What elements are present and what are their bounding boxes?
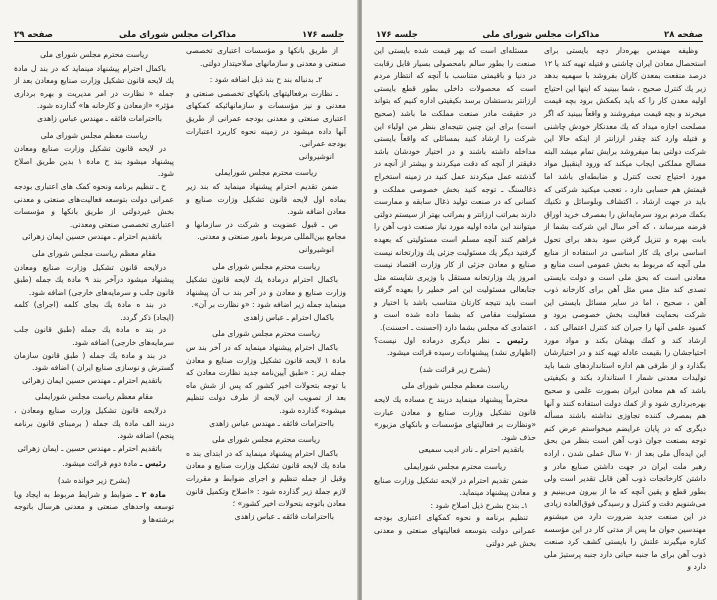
paragraph: در بند ه مادة یك بجای کلمه (اجرای) کلمه (ایجاد) ذکر گردد. — [14, 300, 174, 322]
section-heading: ریاست محترم مجلس شورای ملی — [212, 261, 320, 271]
text-column-right — [186, 45, 346, 526]
section-heading: مقام معظم ریاست مجلس شورای ملی — [31, 248, 156, 258]
page-28 — [362, 0, 717, 600]
paragraph: محترماً پیشنهاد مینماید دربند ح مساده یك لایحه قانون تشکیل وزارت صنایع و معادن عبارت «ونظارت بر فعالیتهای مؤسسات و بانکهای مزبور» حذف شود. — [374, 395, 536, 442]
page-number: صفحه ۲۹ — [14, 30, 53, 40]
section-heading: ریاست محترم مجلس شورای ملی — [212, 435, 320, 445]
speaker-paragraph — [14, 489, 174, 527]
signature-line: باتقدیم احترام ـ مهندس حسین ـ ایمان زهرائی — [17, 443, 162, 453]
section-heading: ریاست محترم مجلس شورایملی — [404, 462, 506, 471]
signature-line: بااحترامات فائقه ـ مهندس عباس زاهدی — [37, 113, 162, 123]
paragraph: ۱ـ بندح بشرح ذیل اصلاح شود : — [430, 500, 528, 510]
text-column-left — [14, 45, 174, 526]
paragraph: در بند و مادة یك جمله ( طبق قانون سازمان گسترش و نوسازی صنایع ایران ) اضافه شود. — [14, 350, 174, 373]
section-heading: ۲ـ بدنباله بند ح بند ذیل اضافه شود : — [209, 75, 323, 85]
paragraph-text: نظر دیگری درماده اول نیست؟ (اظهاری نشد) پیشنهادات رسیده قرائت میشود. — [374, 335, 536, 358]
signature-line: انوشیروانی — [298, 244, 334, 254]
paragraph: ضمن تقدیم احترام در لایحه تشکیل وزارت صنایع و معادن پیشنهاد مینماید. — [374, 475, 536, 498]
paragraph: وظیفه مهندس بهره‌دار دچه بایستی برای استحصال معادن ایران چاشنی و فتیله تهیه کند یا ۱۲ درصد منفعت بمعدن کاران بفروشد با سهمیه بدهد زیر یك کنترل صحیح ، شما ببینید که اینها این احتیاج اولیه معدن کار را که باید بکمکش برود بچه قیمت میخرند و بچه قیمت میفروشند و واقعاً ببینید که اگر مصلحت اجازه میداد که یك معدنکار خودش چاشنی و فتیله وارد کند چقدر ارزانتر از اینکه حالا این شرکت دولتی بما میفروشد برایش تمام میشد البته مصالح مملکتی ایجاب میکند که ورود اینقبیل مواد مورد احتیاج تحت کنترل و ضابطه‌ای باشد اما قیمتش هم حسابی دارد ، تعجب میکنید شرکتی که باید در جهت ارشاد ، اکتشاف وبلوسائل و تکنیك بکمك مردم برود سرمایه‌اش را بمصرف خرید اوراق قرضه میرساند ، که آخر سال این شرکت بشما از بابت بهره و تنزیل گرفتن سود بدهد برای تحول اساسی برای یك کار اساسی در استفاده از منابع ملی آنچه که مربوط به بخش عمومی است منابع و معادنی است که بحق ملی است و دولت بایستی تصدی کند مثل مس مثل آهن برای کارخانه ذوب آهن ، صحیح ، اما در سایر مسائل بایستی این شرکت بحمایت فعالیت بخش خصوصی برود و کمبود علمی آنها را جبران کند کنترل اعتمالی کند ، ارشاد کند و کمك بهشان بکند و مواد مورد احتیاجشان را بقیمت عادله تهیه کند و در اختیارشان بگذارد و از طرفی هم اداره استانداردهای شما باید تولیدات معدنی شمار ا استاندارد بکند و بکیفیتی باشد که هم معادن ایران بصورت علمی و صحیح بهره‌برداری شود و از کمك دولت استفاده کنند و آنها هم بمصرف کننده تجاوزی نداشته باشند مسأله دیگری که در پایان عرایضم میخواستم عرض کنم توجه بصنعت جوان ذوب آهن است بنظر من بحق این ایده‌آل ملی بعد از ۷۰ سال عملی شدن ، اراده رهبر ملت ایران در جهت داشتن صنایع مادر و داشتن کارخانجات ذوب آهن قابل تقدیر است ولی بطور قطع و یقین آنچه که ما از بیرون می‌بینیم و می‌شنویم دقت و کنترل و رسیدگی فوق‌العاده زیادی در این صنعت جدید ضرورت دارد من میشنوم مهندسین جوان ما پس از مدتی کار در این مؤسسه کناره میگیرند علتش را بایستی کشف کرد صنعت ذوب آهن برای ما جنبه حیاتی دارد جنبه پرستیژ ملی دارد و — [544, 46, 707, 572]
paragraph: ضمن تقدیم احترام پیشنهاد مینماید که بند زیر بماده اول لایحه قانون تشکیل وزارت صنایع و معادن اضافه شود. — [186, 181, 346, 217]
signature-line: باتقدیم احترام ـ مهندس حسین ایمان زهرائی — [22, 232, 162, 242]
paragraph: باکمال احترام پیشنهاد مینماید که در بند ل مادة یك لایحه قانون تشکیل وزارت صنایع ومعادن بعد از جمله « نظارت در امر مدیریت و بهره برداری مؤثر» «ازمعادن و کارخانه ها» گذارده شود. — [14, 63, 174, 111]
signature-line: انوشیروانی — [298, 151, 334, 161]
signature-line: باتقدیم احترام ـ نادر ادیب سمیعی — [418, 445, 524, 455]
paragraph: در بند ه مادة یك جمله (طبق قانون جلب سرمایه‌های خارجی) اضافه شود. — [14, 325, 174, 348]
paragraph: درلایحه قانون تشکیل وزارت صنایع ومعادن ، دربند الف مادة یك جمله ( برمبنای قانون برنامه پنجم) اضافه شود. — [14, 406, 174, 441]
session-number: جلسه ۱۷۶ — [376, 30, 418, 40]
session-number: جلسه ۱۷۶ — [302, 30, 344, 40]
speaker-label: رئیس ـ — [496, 335, 529, 345]
signature-line: بااحترامات فائقه ـ مهندس عباس زاهدی — [209, 418, 334, 428]
section-heading: ریاست محترم مجلس شورای ملی — [40, 50, 148, 59]
text-column-right — [544, 45, 706, 574]
paragraph: باکمال احترام پیشنهاد مینماید که در ابتدای بند ه مادة یك لایحه قانون تشکیل وزارت صنایع و معادن وقبل از جمله تنظیم و اجرای ضوابط و مقررات لازم جملة زیر گذارده شود : «اصلاح وتکمیل قانون معادن باتوجه بتحولات اخیر کشور» ؛ — [186, 448, 346, 509]
signature-line: باکمال احترام ـ عباس زاهدی — [243, 312, 334, 322]
page-header — [14, 26, 344, 42]
speaker-paragraph — [374, 335, 536, 360]
signature-line: باتقدیم احترام ـ مهندس حسین ایمان زهرائی — [22, 375, 162, 385]
section-heading: مقام معظم ریاست مجلس شورایملی — [34, 392, 154, 402]
paragraph: ـ نظارت برفعالیتهای بانکهای تخصصی صنعتی و معدنی و نیز مؤسسات و سازمانهائیکه کمکهای اعتباری صنعتی و معدنی بودجه عمرانی از طریق آنها داده میشود در زمینه نحوه کاربرد اعتبارات بودجه عمرانی. — [186, 88, 346, 149]
paragraph: مسئله‌ای است که بهر قیمت شده بایستی این صنعت را بطور سالم بامحصولی بسیار قابل رقابت در دنیا و باقیمتی متناسب با آنچه که انتظار مردم است که محصولات داخلی بطور قطع بایستی ارزانتر بدستشان برسد بکیفیتی اداره کنیم که بتواند در حقیقت مادر صنعت مملکت ما باشد (صحیح است) برای این چنین نتیجه‌ای بنظر من اولیاء این شرکت را ارشاد کنید بمسائلی که واقعاً بایستی مداخله داشته باشند و در اختیار خودشان باشد دقیقتر از آنچه که دقت میکردند و بیشتر از آنچه در گذشته عمل میکردند عمل کنید در زمینه استخراج ذغالسنگ ـ توجه کنید بخش خصوصی مملکت و کسانی که در صنعت تولید ذغال سابقه و ممارست دارند بمراتب ارزانتر و بمراتب بهتر از سیستم دولتی میتوانند این ماده اولیه مورد نیاز صنعت ذوب آهن را فراهم کنند آنچه مسلم است مسئولیتی که بعهده گرفتید دیگر یك مسئولیت جزئی یك وزارتخانه نیست صنایع و معادن جزئی از کار وزارت اقتصاد نیست امروز یك وزارتخانه مستقل با وزیری شایسته مثل جنابعالی مسئولیت این امر خطیر را بعهده گرفته است باید نتیجه کارتان متناسب باشد با اختیار و مسئولیت مقامی که بشما داده شده است و اعتمادی که مجلس بشما دارد (احسنت ـ احسنت). — [374, 46, 536, 333]
text-column-left — [374, 45, 536, 550]
section-heading: ریاست معظم مجلس شورای ملی — [401, 381, 509, 391]
section-heading: ریاست معظم مجلس شورای ملی — [40, 130, 148, 140]
section-heading: (بشرح زیر قرائت شد) — [419, 364, 491, 374]
speaker-label: مادة ۲ ـ — [135, 489, 166, 499]
page-29 — [0, 0, 358, 600]
paragraph: در لایحه قانون تشکیل وزارت صنایع ومعادن پیشنهاد میشود بند ح مادة ۱ بدین طریق اصلاح شود. — [14, 144, 174, 179]
speaker-label: رئیس ـ — [139, 459, 166, 469]
paragraph: باکمال احترام پیشنهاد مینماید که در آخر بند س مادة ۱ لایحه قانون تشکیل وزارت صنایع و معادن جمله زیر : «طبق آیین‌نامه جدید نظارت معادن که با توجه بتحولات اخیر کشور که پس از شش ماه بعد از تصویب این لایحه از طرف دولت تنظیم میشود» گذارده شود. — [186, 343, 346, 416]
page-number: صفحه ۲۸ — [664, 30, 703, 40]
signature-line: بااحترامات فائقه ـ عباس زاهدی — [234, 511, 334, 521]
paragraph: درلایحه قانون تشکیل وزارت صنایع ومعادن پیشنهاد میشود درآخر بند ۹ مادة یك جمله (طبق قانون جلب و سرمایه‌های خارجی) اضافه شود. — [14, 262, 174, 297]
paragraph-text: ضوابط و شرایط مربوط به ایجاد ویا توسعه واحدهای صنعتی و معدنی هرسال باتوجه برشته‌ها و — [14, 489, 174, 524]
section-heading: ریاست محترم مجلس شورای ملی — [212, 329, 320, 339]
paragraph: تنظیم برنامه و نحوه کمکهای اعتباری بودجه عمرانی دولت بتوسعه فعالیتهای صنعتی و معدنی بخش غیر دولتی — [374, 513, 536, 548]
section-heading: (بشرح زیر خوانده شد) — [57, 476, 131, 485]
paragraph-text: مادة دوم قرائت میشود. — [62, 459, 140, 469]
section-heading: ریاست محترم مجلس شورایملی — [215, 168, 317, 178]
running-title: مذاکرات مجلس شورای ملی — [482, 30, 600, 40]
paragraph: از طریق بانکها و مؤسسات اعتباری تخصصی صنعتی و معدنی و سازمانهای صلاحیتدار دولتی. — [186, 46, 346, 68]
paragraph: ص ـ قبول عضویت و شرکت در سازمانها و مجامع بین‌المللی مربوط بامور صنعتی و معدنی. — [186, 219, 346, 242]
speaker-paragraph — [14, 458, 174, 471]
page-header — [376, 26, 703, 42]
paragraph: باکمال احترام درمادة یك لایحه قانون تشکیل وزارت صنایع و معادن و در آخر بند ب آن پیشنهاد مینماید جمله زیر اضافه شود : «و نظارت بر آن». — [186, 275, 346, 310]
paragraph: ح ـ تنظیم برنامه ونحوه کمک های اعتباری بودجه عمرانی دولت بتوسعه فعالیت‌های صنعتی و معدنی بخش غیردولتی از طریق بانکها و مؤسسات اعتباری تخصصی صنعتی ومعدنی. — [14, 181, 174, 229]
running-title: مذاکرات مجلس شورای ملی — [118, 30, 237, 40]
